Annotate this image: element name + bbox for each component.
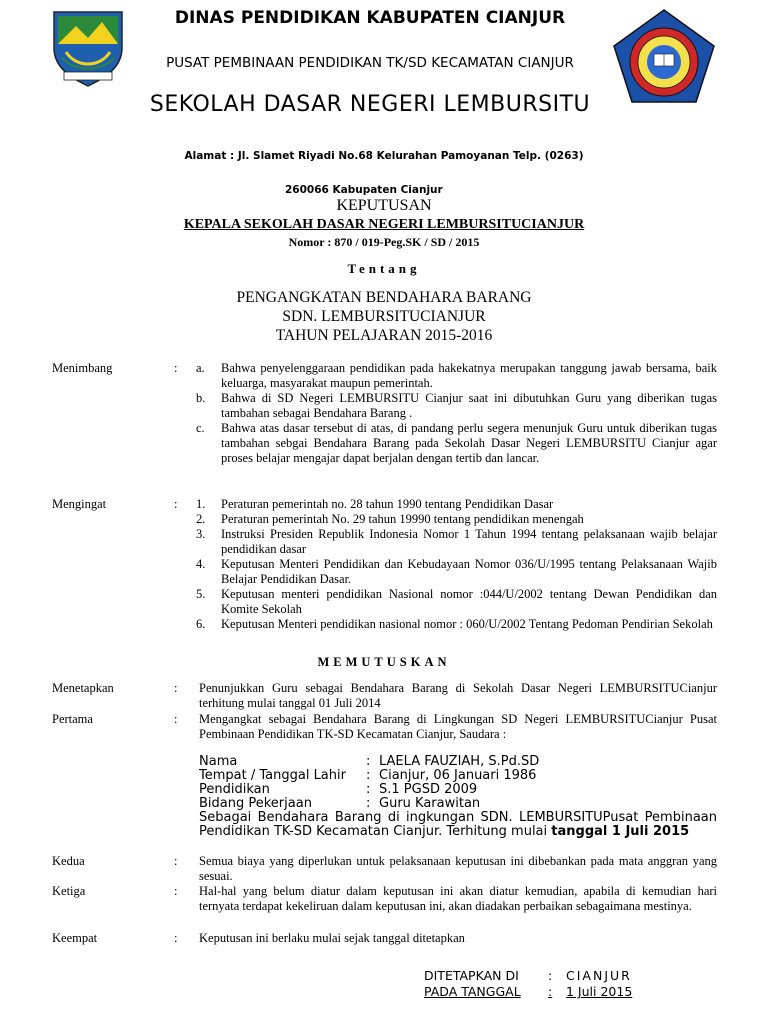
kedua-colon: : bbox=[174, 854, 178, 868]
menimbang-list bbox=[196, 361, 717, 466]
mengingat-label: Mengingat bbox=[52, 497, 107, 511]
school-name: SEKOLAH DASAR NEGERI LEMBURSITU bbox=[149, 92, 591, 117]
menimbang-item: a. Bahwa penyelenggaraan pendidikan pada hakekatnya merupakan tanggung jawab bersama, baik keluarga, masyarakat maupun pemerintah. bbox=[196, 361, 717, 390]
sdn-lembursitu-logo bbox=[610, 6, 718, 106]
pertama-closing: Sebagai Bendahara Barang di ingkungan SDN. LEMBURSITUPusat Pembinaan Pendidikan TK-SD Kecamatan Cianjur. Terhitung mulai tanggal 1 Juli 2015 bbox=[199, 810, 717, 839]
mengingat-item: 3. Instruksi Presiden Republik Indonesia Nomor 1 Tahun 1994 tentang pelaksanaan wajib belajar pendidikan dasar bbox=[196, 527, 717, 556]
decree-subject bbox=[0, 288, 768, 345]
mengingat-item: 5. Keputusan menteri pendidikan Nasional nomor :044/U/2002 tentang Dewan Pendidikan dan Komite Sekolah bbox=[196, 587, 717, 616]
keempat-label: Keempat bbox=[52, 931, 98, 945]
menimbang-label: Menimbang bbox=[52, 361, 113, 375]
keempat-text: Keputusan ini berlaku mulai sejak tanggal ditetapkan bbox=[199, 931, 465, 945]
school-address: Alamat : Jl. Slamet Riyadi No.68 Kelurahan Pamoyanan Telp. (0263) bbox=[184, 150, 584, 162]
ketiga-text: Hal-hal yang belum diatur dalam keputusan ini akan diatur kemudian, apabila di kemudian hari ternyata terdapat kekeliruan dalam keputusan ini, akan diadakan perbaikan sebagaimana mestinya. bbox=[199, 884, 717, 913]
memutuskan-heading: MEMUTUSKAN bbox=[317, 655, 451, 669]
ditetapkan-place-row: DITETAPKAN DI : CIANJUR bbox=[424, 968, 632, 983]
decree-title: KEPUTUSAN bbox=[336, 197, 432, 214]
ketiga-label: Ketiga bbox=[52, 884, 86, 898]
menetapkan-colon: : bbox=[174, 681, 178, 695]
kedua-label: Kedua bbox=[52, 854, 85, 868]
menimbang-item: c. Bahwa atas dasar tersebut di atas, di pandang perlu segera menunjuk Guru untuk diberikan tugas tambahan sebgai Bendahara Barang pada Sekolah Dasar Negeri LEMBURSITU Cianjur agar proses belajar mengajar dapat berjalan dengan tertib dan lancar. bbox=[196, 421, 717, 465]
mengingat-item: 4. Keputusan Menteri Pendidikan dan Kebudayaan Nomor 036/U/1995 tentang Pelaksanaan Wajib Belajar Pendidikan Dasar. bbox=[196, 557, 717, 586]
subject-line-1: PENGANGKATAN BENDAHARA BARANG bbox=[236, 289, 532, 306]
school-address-postcode: 260066 Kabupaten Cianjur bbox=[285, 184, 443, 196]
pertama-colon: : bbox=[174, 712, 178, 726]
ketiga-colon: : bbox=[174, 884, 178, 898]
ditetapkan-block bbox=[424, 968, 724, 1000]
appointee-details bbox=[199, 755, 719, 811]
decree-number: Nomor : 870 / 019-Peg.SK / SD / 2015 bbox=[288, 235, 480, 249]
mengingat-item: 6. Keputusan Menteri pendidikan nasional nomor : 060/U/2002 Tentang Pedoman Pendirian Sekolah bbox=[196, 617, 713, 631]
keempat-colon: : bbox=[174, 931, 178, 945]
mengingat-colon: : bbox=[174, 497, 178, 511]
pertama-text: Mengangkat sebagai Bendahara Barang di Lingkungan SD Negeri LEMBURSITUCianjur Pusat Pembinaan Pendidikan TK-SD Kecamatan Cianjur, Saudara : bbox=[199, 712, 717, 741]
detail-row-bidang: Bidang Pekerjaan : Guru Karawitan bbox=[199, 796, 481, 811]
mengingat-item: 2. Peraturan pemerintah No. 29 tahun 19990 tentang pendidikan menengah bbox=[196, 512, 584, 526]
menetapkan-text: Penunjukkan Guru sebagai Bendahara Barang di Sekolah Dasar Negeri LEMBURSITUCianjur terhitung mulai tanggal 01 Juli 2014 bbox=[199, 681, 717, 710]
pertama-closing-date: tanggal 1 Juli 2015 bbox=[551, 824, 690, 839]
kabupaten-cianjur-logo bbox=[48, 8, 128, 88]
ditetapkan-date-row: PADA TANGGAL : 1 Juli 2015 bbox=[424, 984, 633, 999]
decree-issuer: KEPALA SEKOLAH DASAR NEGERI LEMBURSITUCIANJUR bbox=[183, 217, 585, 232]
mengingat-list bbox=[196, 497, 717, 632]
kedua-text: Semua biaya yang diperlukan untuk pelaksanaan keputusan ini dibebankan pada mata anggran yang sesuai. bbox=[199, 854, 717, 883]
detail-row-ttl: Tempat / Tanggal Lahir : Cianjur, 06 Januari 1986 bbox=[199, 768, 537, 783]
subject-line-3: TAHUN PELAJARAN 2015-2016 bbox=[275, 327, 493, 344]
menimbang-colon: : bbox=[174, 361, 178, 375]
detail-row-nama: Nama : LAELA FAUZIAH, S.Pd.SD bbox=[199, 754, 540, 769]
mengingat-item: 1. Peraturan pemerintah no. 28 tahun 1990 tentang Pendidikan Dasar bbox=[196, 497, 554, 511]
pertama-label: Pertama bbox=[52, 712, 93, 726]
subject-line-2: SDN. LEMBURSITUCIANJUR bbox=[282, 308, 486, 325]
detail-row-pendidikan: Pendidikan : S.1 PGSD 2009 bbox=[199, 782, 478, 797]
header-center-title: PUSAT PEMBINAAN PENDIDIKAN TK/SD KECAMATAN CIANJUR bbox=[166, 55, 574, 71]
header-agency-title: DINAS PENDIDIKAN KABUPATEN CIANJUR bbox=[174, 8, 566, 28]
menimbang-item: b. Bahwa di SD Negeri LEMBURSITU Cianjur saat ini dibutuhkan Guru yang diberikan tugas tambahan sebagai Bendahara Barang . bbox=[196, 391, 717, 420]
menetapkan-label: Menetapkan bbox=[52, 681, 114, 695]
decree-tentang: Tentang bbox=[347, 261, 421, 276]
